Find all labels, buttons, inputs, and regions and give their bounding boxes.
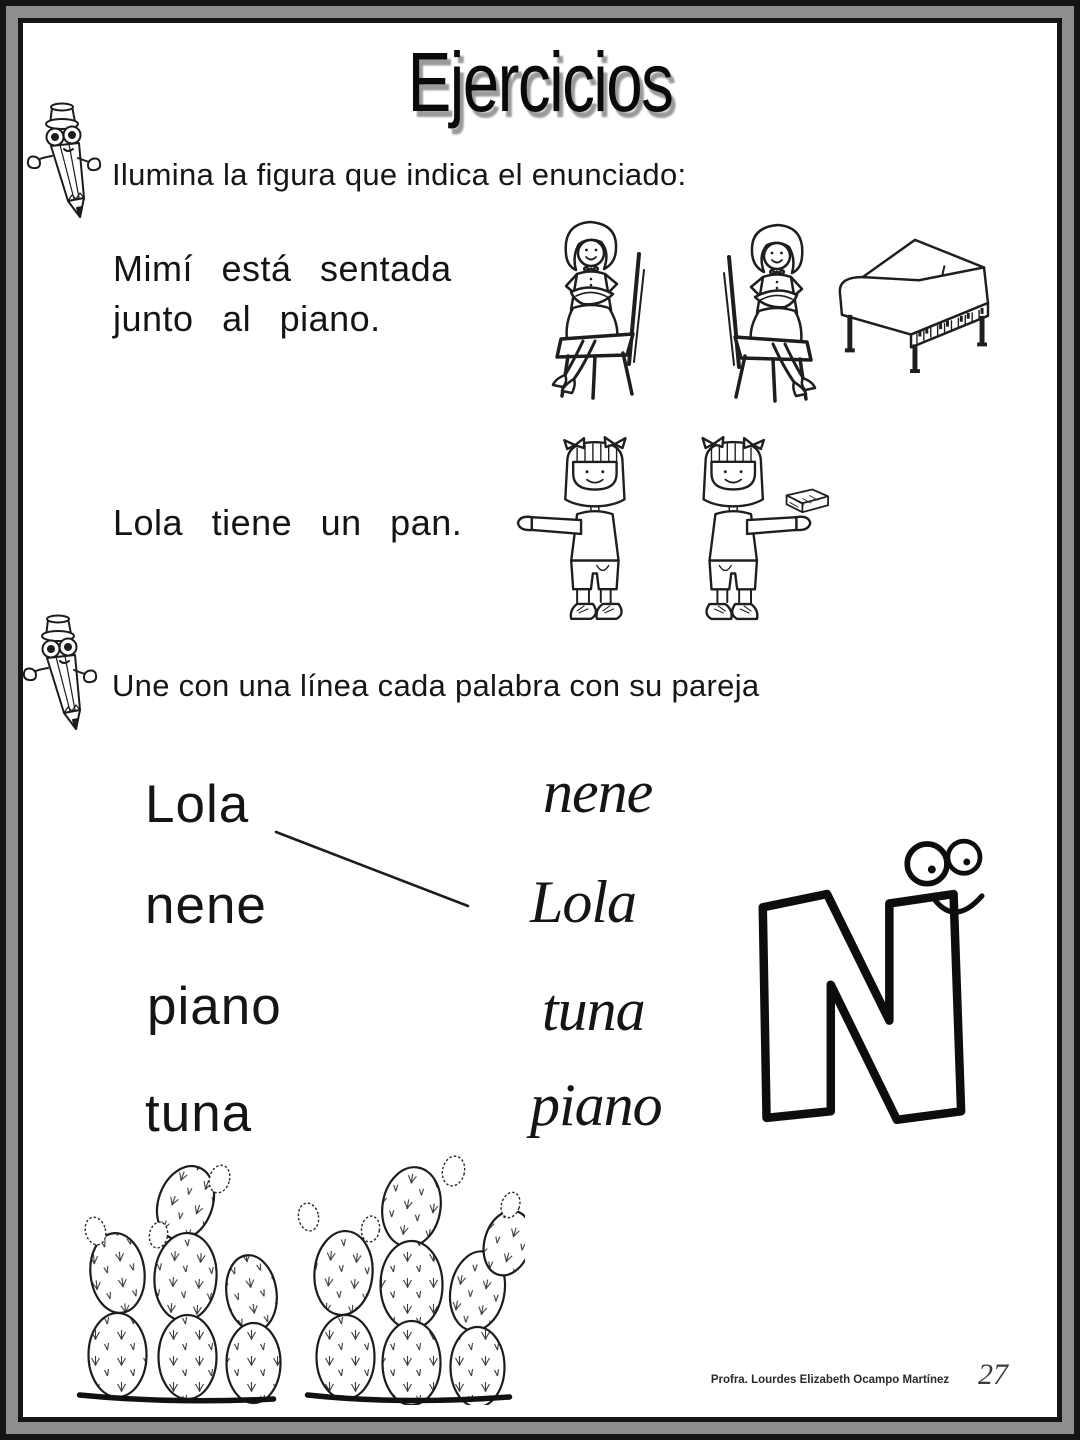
right-word-tuna: tuna <box>542 977 645 1043</box>
girl-holding-bread-image <box>668 434 836 622</box>
left-word-piano: piano <box>147 977 282 1036</box>
pencil-character-icon <box>26 100 116 228</box>
pencil-character-icon <box>22 612 112 740</box>
left-word-tuna: tuna <box>145 1084 253 1143</box>
googly-eyes-icon <box>907 841 980 884</box>
grand-piano-image <box>828 228 996 376</box>
match-line-lola <box>270 824 475 914</box>
exercise1-sentence-pan: Lola tiene un pan. <box>113 502 463 543</box>
exercise1-instruction: Ilumina la figura que indica el enunciado: <box>112 157 687 192</box>
sentence-line-1: Mimí está sentada <box>113 248 452 289</box>
prickly-pear-cactus-image <box>60 1143 525 1405</box>
letter-n-character <box>742 826 997 1134</box>
seated-girl-by-piano-image <box>722 215 825 405</box>
right-word-piano: piano <box>530 1072 662 1138</box>
exercise1-sentence-piano <box>113 244 452 344</box>
page-title: Ejercicios <box>407 35 673 129</box>
cactus-ground-line <box>80 1395 510 1401</box>
exercise2-instruction: Une con una línea cada palabra con su pareja <box>112 668 760 703</box>
sentence-line-2: junto al piano. <box>113 298 381 339</box>
right-word-nene: nene <box>543 759 653 825</box>
left-word-nene: nene <box>145 876 267 935</box>
girl-empty-hands-image <box>512 434 660 622</box>
seated-girl-image <box>543 212 646 402</box>
left-word-lola: Lola <box>145 775 250 834</box>
page-number: 27 <box>978 1358 1008 1391</box>
bread-sandwich-icon <box>787 489 829 512</box>
right-word-lola: Lola <box>530 869 637 935</box>
footer-credit: Profra. Lourdes Elizabeth Ocampo Martínez <box>710 1374 950 1386</box>
